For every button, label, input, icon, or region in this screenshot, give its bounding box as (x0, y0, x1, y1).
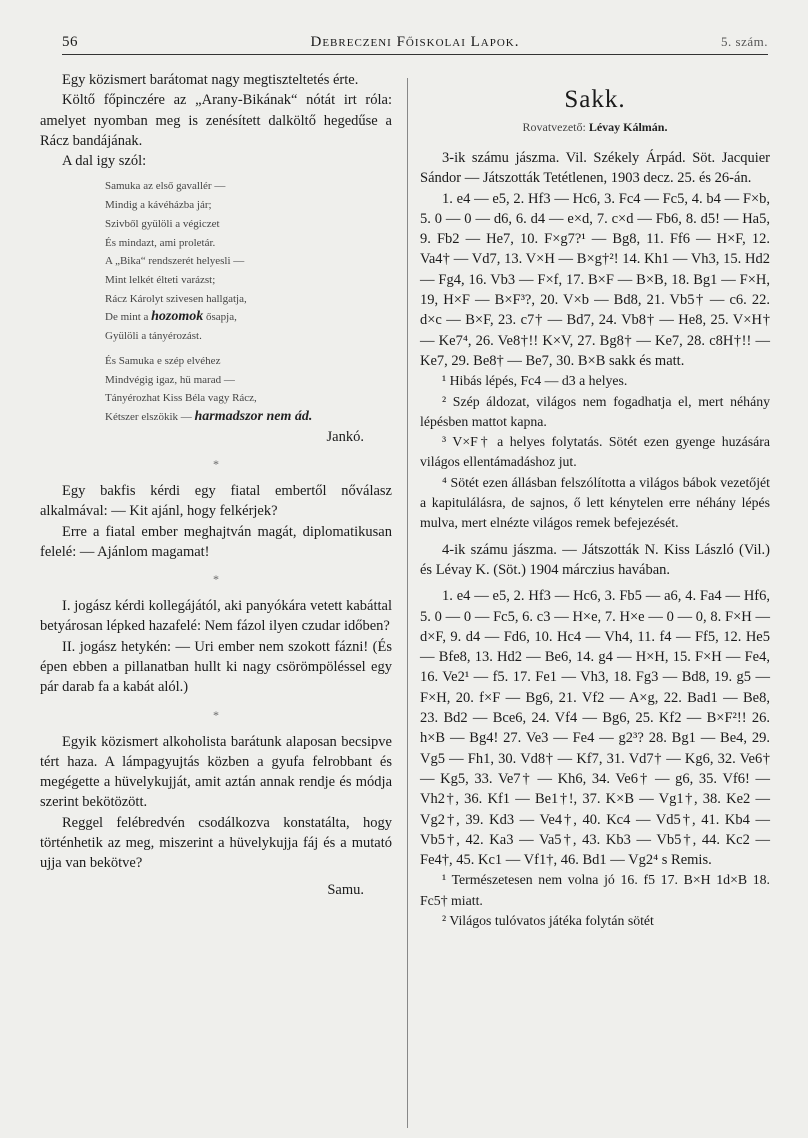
separator-star: * (213, 572, 219, 587)
column-editor (420, 118, 770, 136)
verse-line: A „Bika“ rendszerét helyesli — (105, 255, 245, 268)
footnote: ² Világos tulóvatos játéka folytán sötét (442, 912, 654, 928)
game3-intro: 3-ik számu jászma. Vil. Székely Árpád. Söt. Jacquier Sándor — Játszották Tetétlenen, 1903 decz. 25. és 26-án. (420, 150, 770, 187)
anecdote-paragraph: I. jogász kérdi kollegájától, aki panyókára vetett kabáttal betyárosan lépked hazafelé: Nem fázol ilyen czudar időben? (40, 598, 392, 635)
verse-line: Mindvégig igaz, hü marad — (105, 373, 235, 386)
song-verse-1 (105, 177, 392, 345)
editor-label: Rovatvezető: (522, 120, 586, 134)
intro-paragraph: A dal igy szól: (62, 153, 147, 170)
signature-janko: Jankó. (326, 428, 364, 445)
page-number: 56 (62, 34, 78, 50)
song-verse-2 (105, 352, 392, 427)
anecdote-paragraph: Egyik közismert alkoholista barátunk alaposan becsipve tért haza. A lámpagyujtás közben a gyufa felrobbant és megégette a hüvelykujját, amit aztán annak rendje és módja szerint bekötözött. (40, 733, 392, 811)
left-column (40, 66, 392, 900)
footnote: ⁴ Sötét ezen állásban felszólította a világos bábok vezetőjét a kapitulálásra, de sajnos, ő lett kénytelen erre néhány lépés mulva, mert elnézte világos remek befejezését. (420, 474, 770, 531)
game4-intro: 4-ik számu jászma. — Játszották N. Kiss László (Vil.) és Lévay K. (Söt.) 1904 márczius havában. (420, 541, 770, 578)
footnote: ¹ Hibás lépés, Fc4 — d3 a helyes. (442, 373, 628, 389)
italic-word: hozomok (151, 309, 204, 325)
intro-paragraph: Költő főpinczére az „Arany-Bikának“ nótát irt róla: amelyet nyomban meg is zenésített dalköltő hegedűse a Rácz bandájának. (40, 92, 392, 149)
separator-star: * (213, 456, 219, 471)
separator-star: * (213, 707, 219, 722)
verse-line: Samuka az első gavallér — (105, 180, 226, 193)
anecdote-paragraph: II. jogász hetykén: — Uri ember nem szokott fázni! (És épen ebben a pillanatban hullt ki nagy csörömpöléssel egy pár darab fa a kabát alól.) (40, 638, 392, 696)
game3-moves: 1. e4 — e5, 2. Hf3 — Hc6, 3. Fc4 — Fc5, 4. b4 — F×b, 5. 0 — 0 — d6, 6. d4 — e×d, 7. c×d — Fb6, 8. d5! — Ha5, 9. Fb2 — He7, 10. F×g7?¹ — Bg8, 11. Ff6 — H×F, 12. Va4† — Vd7, 13. V×H — B×g†²! 14. Kh1 — Vh3, 15. Hd2 — Fg4, 16. Vb3 — F×f, 17. B×F — B×B, 18. Bg1 — F×H, 19, H×F — B×F³?, 20. V×b — Bd8, 21. Vb5† — c6. 22. d×c — B×F, 23. c7† — Bd7, 24. Vb8† — He8, 25. V×H† — Ke7⁴, 26. Ve8†!! K×V, 27. Bg8† — Ke7, 28. c8H†!! — Ke7, 29. Be8† — Be7, 30. B×B sakk és matt. (420, 190, 770, 369)
verse-line: Gyülöli a tányérozást. (105, 330, 202, 343)
editor-name: Lévay Kálmán. (588, 120, 668, 134)
chess-section-title: Sakk. (564, 86, 626, 113)
footnote: ¹ Természetesen nem volna jó 16. f5 17. B×H 1d×B 18. Fc5† miatt. (420, 872, 770, 908)
verse-line: És mindazt, ami proletár. (105, 236, 216, 249)
column-divider (407, 78, 408, 1128)
verse-line: Tányérozhat Kiss Béla vagy Rácz, (105, 392, 257, 405)
right-column (420, 66, 770, 931)
verse-line: De mint a hozomok ősapja, (105, 309, 237, 325)
signature-samu: Samu. (327, 881, 364, 898)
verse-line: Szivből gyülöli a végiczet (105, 217, 220, 230)
anecdote-paragraph: Erre a fiatal ember meghajtván magát, diplomatikusan felelé: — Ajánlom magamat! (40, 523, 392, 560)
anecdote-paragraph: Egy bakfis kérdi egy fiatal embertől nőválasz alkalmával: — Kit ajánl, hogy felkérjek? (40, 482, 392, 520)
journal-title: Debreczeni Főiskolai Lapok. (310, 34, 520, 50)
verse-line: Rácz Károlyt szivesen hallgatja, (105, 292, 247, 305)
italic-phrase: harmadszor nem ád. (194, 408, 313, 424)
running-header (62, 32, 768, 55)
verse-line: Kétszer elszökik — harmadszor nem ád. (105, 408, 313, 424)
footnote: ² Szép áldozat, világos nem fogadhatja el, mert néhány lépésben mattot kapna. (420, 393, 770, 429)
intro-paragraph: Egy közismert barátomat nagy megtiszteltetés érte. (62, 72, 359, 88)
anecdote-paragraph: Reggel felébredvén csodálkozva konstatálta, hogy történhetik az meg, miszerint a hüvelykujja fáj és a mutató ujja van bekötve? (40, 814, 392, 872)
game4-moves: 1. e4 — e5, 2. Hf3 — Hc6, 3. Fb5 — a6, 4. Fa4 — Hf6, 5. 0 — 0 — Fc5, 6. c3 — H×e, 7. H×e — 0 — 0, 8. F×H — d×F, 9. d4 — Fd6, 10. Hc4 — Vh4, 11. f4 — Ff5, 12. He5 — Bfe8, 13. Hd2 — Be6, 14. g4 — H×H, 15. F×H — Fe4, 16. Ve2¹ — f5. 17. Fe1 — Vh3, 18. Fg3 — Bd8, 19. g5 — F×H, 20. f×F — Bg6, 21. Vf2 — A×g, 22. Bad1 — Be8, 23. Bd2 — Bce6, 24. Vf4 — Bg6, 25. Kf2 — B×F²!! 26. h×B — Bg4! 27. Ve3 — Fe4 — g2³? 28. Bg1 — Be4, 29. Vg5 — Fh1, 30. Vd8† — Kf7, 31. Vd7† — Kg6, 32. Ve6† — Kg5, 33. Ve7† — Kh6, 34. Ve6† — g6, 35. Vf6! — Vh2†, 36. Kf1 — Be1†!, 37. K×B — Vg1†, 38. Ke2 — Vg2†, 39. Kd3 — Ve4†, 40. Kc4 — Vd5†, 41. Kb4 — Vb5†, 42. Ka3 — Va5†, 43. Kb3 — Vb5†, 44. Kc2 — Fe4†, 45. Kc1 — Vf1†, 46. Bd1 — Vg2⁴ s Remis. (420, 588, 770, 869)
verse-line: Mindig a kávéházba jár; (105, 199, 212, 212)
footnote: ³ V×F† a helyes folytatás. Sötét ezen gyenge huzására világos ellentámadáshoz jut. (420, 434, 770, 470)
verse-line: És Samuka e szép elvéhez (105, 354, 221, 367)
verse-line: Mint lelkét élteti varázst; (105, 274, 216, 286)
issue-number: 5. szám. (721, 34, 768, 49)
